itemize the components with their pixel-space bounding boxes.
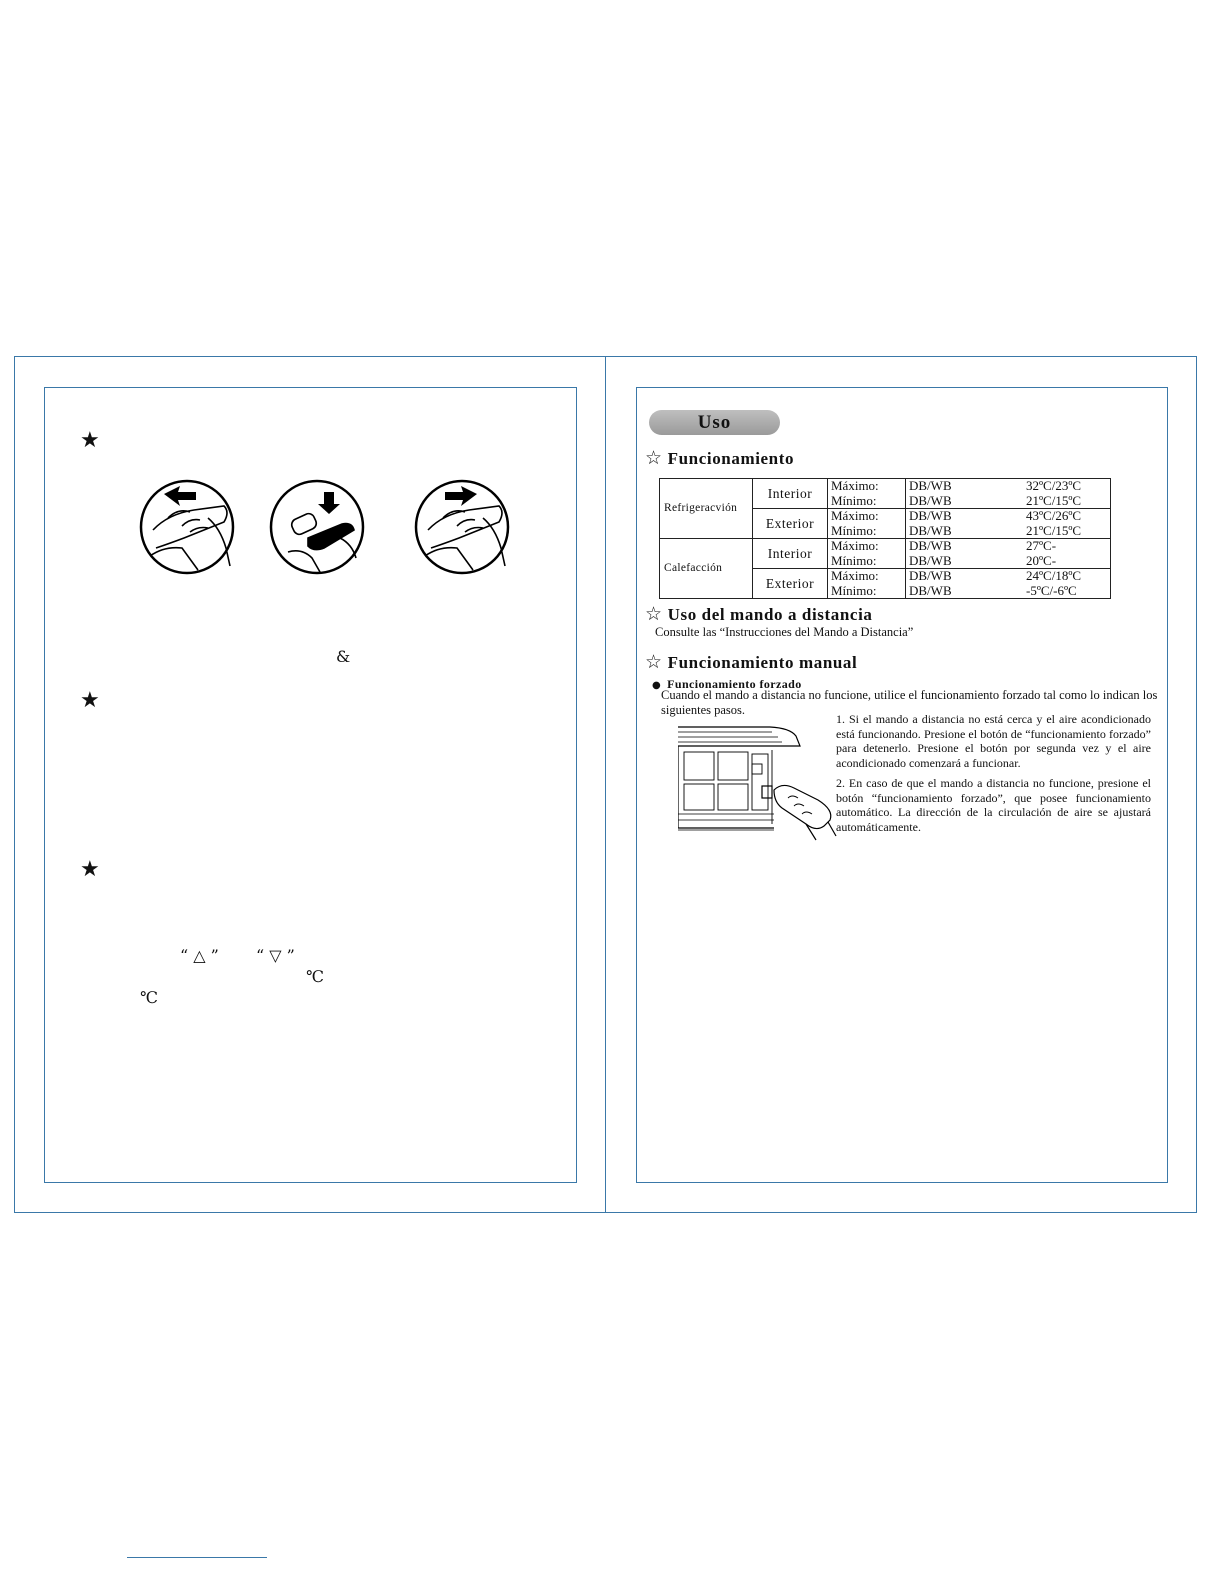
manual-heading: ☆ Funcionamiento manual bbox=[645, 651, 858, 673]
limit-value-cell bbox=[906, 539, 1111, 569]
limit-label: Mínimo: bbox=[831, 552, 877, 568]
limit-label-cell bbox=[828, 479, 906, 509]
bulb-type: DB/WB bbox=[909, 522, 952, 538]
bulb-type: DB/WB bbox=[909, 582, 952, 598]
table-row bbox=[660, 539, 1111, 569]
bulb-type: DB/WB bbox=[909, 568, 952, 583]
operation-heading: ☆ Funcionamiento bbox=[645, 447, 795, 469]
limit-label-cell bbox=[828, 509, 906, 539]
limit-value-line bbox=[906, 509, 1110, 524]
limit-value-line bbox=[906, 554, 1110, 569]
battery-replacement-illustration bbox=[138, 478, 523, 576]
degree-celsius-symbol: ℃ bbox=[306, 967, 324, 986]
limit-value-line bbox=[906, 524, 1110, 539]
remote-step-open-icon bbox=[141, 481, 233, 573]
star-bullet-icon: ★ bbox=[80, 857, 100, 882]
section-pill: Uso bbox=[649, 410, 780, 435]
mode-cell: Refrigeracvión bbox=[660, 479, 753, 539]
manual-step-2: 2. En caso de que el mando a distancia no funcione, presione el botón “funcionamiento forzado”, que posee funcionamiento automático. La dirección de la circulación de aire se ajustará automáticamente. bbox=[836, 776, 1151, 834]
temperature-value: 20ºC- bbox=[1026, 552, 1057, 568]
forced-operation-intro: Cuando el mando a distancia no funcione, utilice el funcionamiento forzado tal como lo indican los siguientes pasos. bbox=[661, 688, 1158, 717]
location-cell: Interior bbox=[753, 539, 828, 569]
limit-label: Mínimo: bbox=[831, 522, 877, 538]
limit-label: Máximo: bbox=[831, 478, 879, 493]
limit-value-line bbox=[906, 494, 1110, 509]
limit-value-line bbox=[906, 584, 1110, 599]
remote-heading: ☆ Uso del mando a distancia bbox=[645, 603, 873, 625]
bulb-type: DB/WB bbox=[909, 538, 952, 553]
temperature-value: 21ºC/15ºC bbox=[1026, 522, 1082, 538]
bulb-type: DB/WB bbox=[909, 478, 952, 493]
table-row bbox=[660, 479, 1111, 509]
temperature-value: 24ºC/18ºC bbox=[1026, 568, 1082, 583]
temperature-value: 27ºC- bbox=[1026, 538, 1057, 553]
temperature-value: 32ºC/23ºC bbox=[1026, 478, 1082, 493]
location-cell: Interior bbox=[753, 479, 828, 509]
remote-step-close-icon bbox=[416, 481, 508, 573]
forced-operation-subheading: ● Funcionamiento forzado bbox=[652, 677, 802, 691]
remote-instructions-text: Consulte las “Instrucciones del Mando a Distancia” bbox=[655, 625, 914, 639]
bullet-dot-icon: ● bbox=[652, 680, 662, 691]
page-fold-line bbox=[605, 356, 606, 1213]
limit-label: Máximo: bbox=[831, 538, 879, 553]
star-outline-icon: ☆ bbox=[645, 447, 663, 469]
bulb-type: DB/WB bbox=[909, 508, 952, 523]
limit-value-line bbox=[906, 539, 1110, 554]
manual-step-1: 1. Si el mando a distancia no está cerca y el aire acondicionado está funcionando. Presione el botón de “funcionamiento forzado” para detenerlo. Presione el botón por segunda vez y el aire acondicionado comenzará a funcionar. bbox=[836, 712, 1151, 770]
limit-label: Máximo: bbox=[831, 568, 879, 583]
limit-label: Mínimo: bbox=[831, 582, 877, 598]
temperature-value: 43ºC/26ºC bbox=[1026, 508, 1082, 523]
ampersand-symbol: & bbox=[336, 647, 351, 666]
indoor-unit-illustration bbox=[678, 724, 838, 842]
page-bottom-rule bbox=[127, 1557, 267, 1558]
limit-value-cell bbox=[906, 479, 1111, 509]
star-outline-icon: ☆ bbox=[645, 603, 663, 625]
limit-label-cell bbox=[828, 539, 906, 569]
limit-value-line bbox=[906, 479, 1110, 494]
star-outline-icon: ☆ bbox=[645, 651, 663, 673]
bulb-type: DB/WB bbox=[909, 552, 952, 568]
operating-range-table bbox=[659, 478, 1111, 599]
star-bullet-icon: ★ bbox=[80, 428, 100, 453]
degree-celsius-symbol: ℃ bbox=[140, 988, 158, 1007]
limit-value-line bbox=[906, 569, 1110, 584]
star-bullet-icon: ★ bbox=[80, 688, 100, 713]
location-cell: Exterior bbox=[753, 509, 828, 539]
limit-value-cell bbox=[906, 509, 1111, 539]
bulb-type: DB/WB bbox=[909, 492, 952, 508]
up-arrow-quote: “ △ ” bbox=[180, 946, 219, 965]
limit-label: Máximo: bbox=[831, 508, 879, 523]
limit-label: Mínimo: bbox=[831, 492, 877, 508]
limit-value-cell bbox=[906, 569, 1111, 599]
mode-cell: Calefacción bbox=[660, 539, 753, 599]
remote-step-insert-icon bbox=[271, 481, 363, 573]
temperature-value: 21ºC/15ºC bbox=[1026, 492, 1082, 508]
limit-label-cell bbox=[828, 569, 906, 599]
down-arrow-quote: “ ▽ ” bbox=[256, 946, 295, 965]
location-cell: Exterior bbox=[753, 569, 828, 599]
temperature-value: -5ºC/-6ºC bbox=[1026, 582, 1077, 598]
